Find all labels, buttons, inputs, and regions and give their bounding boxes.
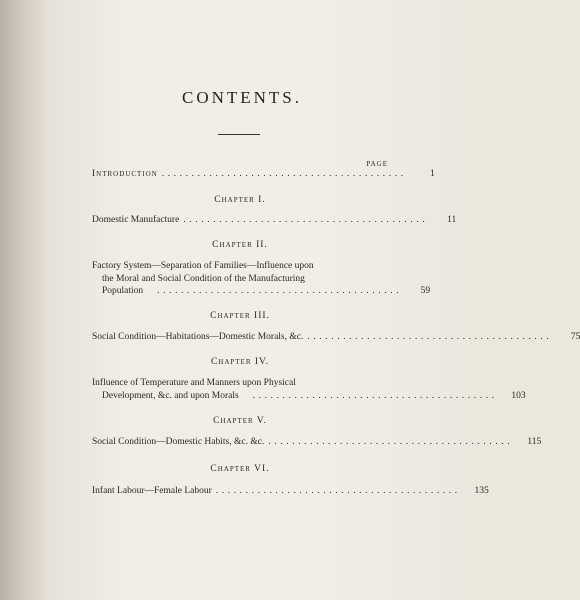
toc-page-number: 135 — [474, 486, 489, 496]
leader-dots: ......................................... — [268, 437, 514, 447]
leader-dots: ......................................... — [161, 169, 407, 179]
leader-dots: ......................................... — [183, 215, 429, 225]
toc-page-number: 115 — [527, 437, 542, 447]
toc-entry-introduction[interactable] — [92, 168, 435, 181]
toc-entry-title: Social Condition—Domestic Habits, &c. &c. — [92, 437, 265, 447]
toc-entry-chapter-5[interactable] — [92, 436, 542, 449]
leader-dots: ......................................... — [215, 486, 461, 496]
chapter-heading: Chapter I. — [214, 195, 266, 205]
toc-entry-title-line: Factory System—Separation of Families—Influence upon — [92, 261, 314, 271]
title-divider — [218, 134, 260, 135]
toc-entry-title-line: Influence of Temperature and Manners upon Physical — [92, 378, 296, 388]
toc-page-number: 59 — [420, 286, 431, 296]
page-title: CONTENTS. — [181, 88, 303, 107]
chapter-heading: Chapter II. — [212, 240, 268, 250]
leader-dots: ......................................... — [157, 286, 403, 296]
toc-entry-title-line: Development, &c. and upon Morals — [102, 390, 239, 401]
leader-dots: ......................................... — [252, 390, 498, 401]
toc-entry-title-line: Population — [102, 286, 144, 296]
leader-dots: ......................................... — [307, 332, 553, 342]
toc-page-number: 11 — [447, 215, 457, 225]
toc-entry-chapter-6[interactable] — [92, 485, 489, 498]
toc-page-number: 75 — [570, 332, 580, 342]
toc-entry-title: Introduction — [92, 169, 158, 179]
toc-entry-title: Social Condition—Habitations—Domestic Morals, &c. — [92, 332, 304, 342]
chapter-heading: Chapter IV. — [210, 357, 270, 367]
toc-page-number: 103 — [511, 390, 526, 401]
toc-entry-chapter-1[interactable] — [92, 214, 457, 227]
toc-page-number: 1 — [429, 169, 435, 179]
toc-entry-chapter-3[interactable] — [92, 331, 580, 344]
toc-entry-chapter-4[interactable] — [92, 377, 526, 402]
book-spine — [0, 0, 46, 600]
chapter-heading: Chapter V. — [213, 416, 267, 426]
toc-entry-chapter-2[interactable] — [92, 260, 431, 298]
toc-entry-title-line: the Moral and Social Condition of the Manufacturing — [102, 273, 305, 284]
chapter-heading: Chapter III. — [210, 311, 270, 321]
page-column-header: PAGE — [366, 160, 388, 168]
toc-entry-title: Domestic Manufacture — [92, 215, 180, 225]
chapter-heading: Chapter VI. — [210, 464, 270, 474]
toc-entry-title: Infant Labour—Female Labour — [92, 486, 212, 496]
